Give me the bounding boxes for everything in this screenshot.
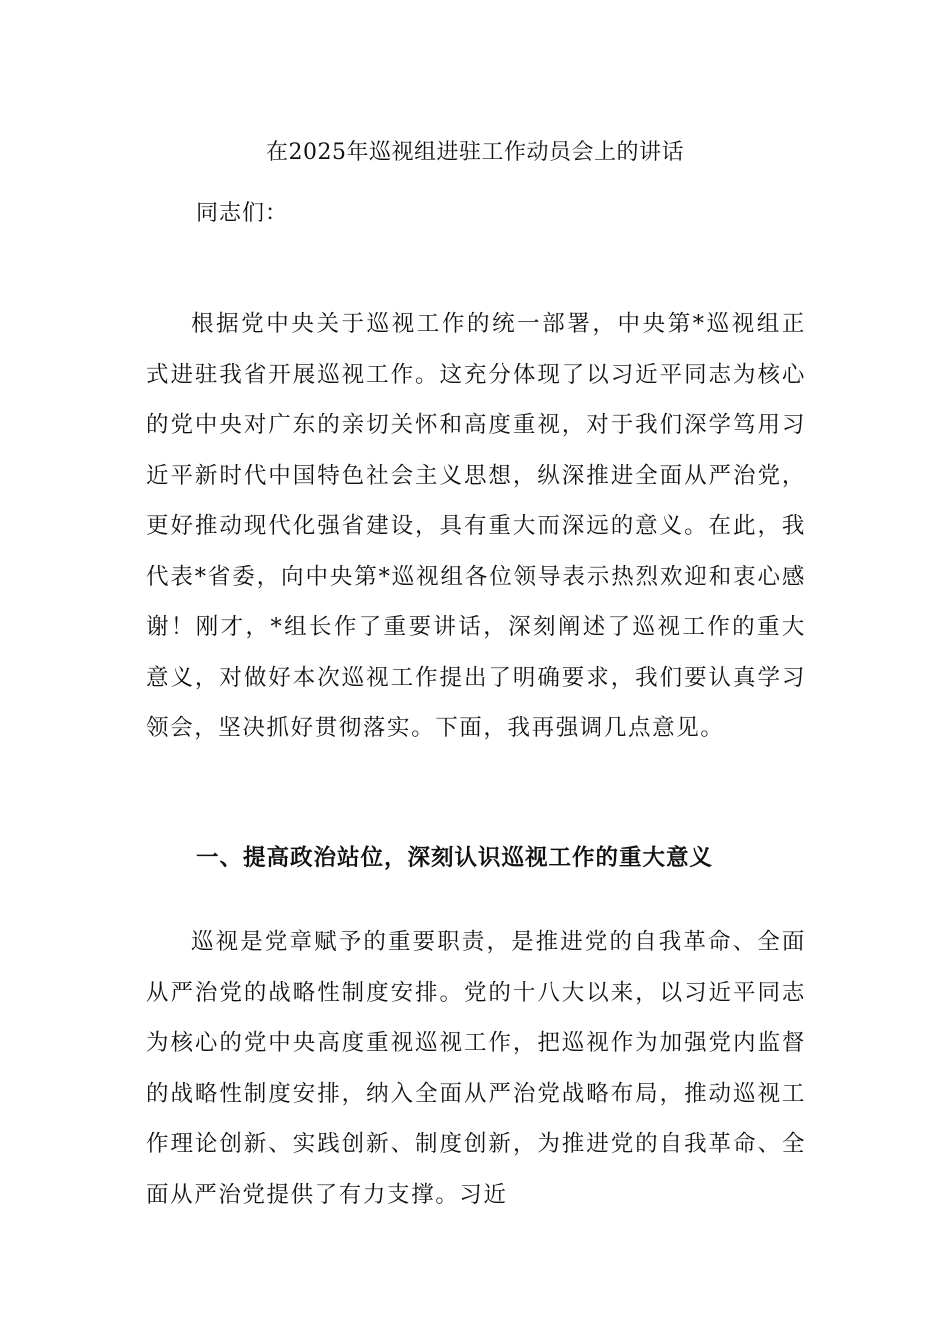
paragraph-section-1: 巡视是党章赋予的重要职责，是推进党的自我革命、全面从严治党的战略性制度安排。党的十八大以来，以习近平同志为核心的党中央高度重视巡视工作，把巡视作为加强党内监督的战略性制度安排，纳入全面从严治党战略布局，推动巡视工作理论创新、实践创新、制度创新，为推进党的自我革命、全面从严治党提供了有力支撑。习近: [146, 929, 806, 1208]
paragraph-intro: 根据党中央关于巡视工作的统一部署，中央第*巡视组正式进驻我省开展巡视工作。这充分体现了以习近平同志为核心的党中央对广东的亲切关怀和高度重视，对于我们深学笃用习近平新时代中国特色社会主义思想，纵深推进全面从严治党，更好推动现代化强省建设，具有重大而深远的意义。在此，我代表*省委，向中央第*巡视组各位领导表示热烈欢迎和衷心感谢！刚才，*组长作了重要讲话，深刻阐述了巡视工作的重大意义，对做好本次巡视工作提出了明确要求，我们要认真学习领会，坚决抓好贯彻落实。下面，我再强调几点意见。: [146, 311, 806, 741]
section-heading-1: 一、提高政治站位，深刻认识巡视工作的重大意义: [196, 845, 714, 871]
document-title: 在2025年巡视组进驻工作动员会上的讲话: [266, 140, 684, 165]
salutation: 同志们：: [196, 201, 289, 226]
